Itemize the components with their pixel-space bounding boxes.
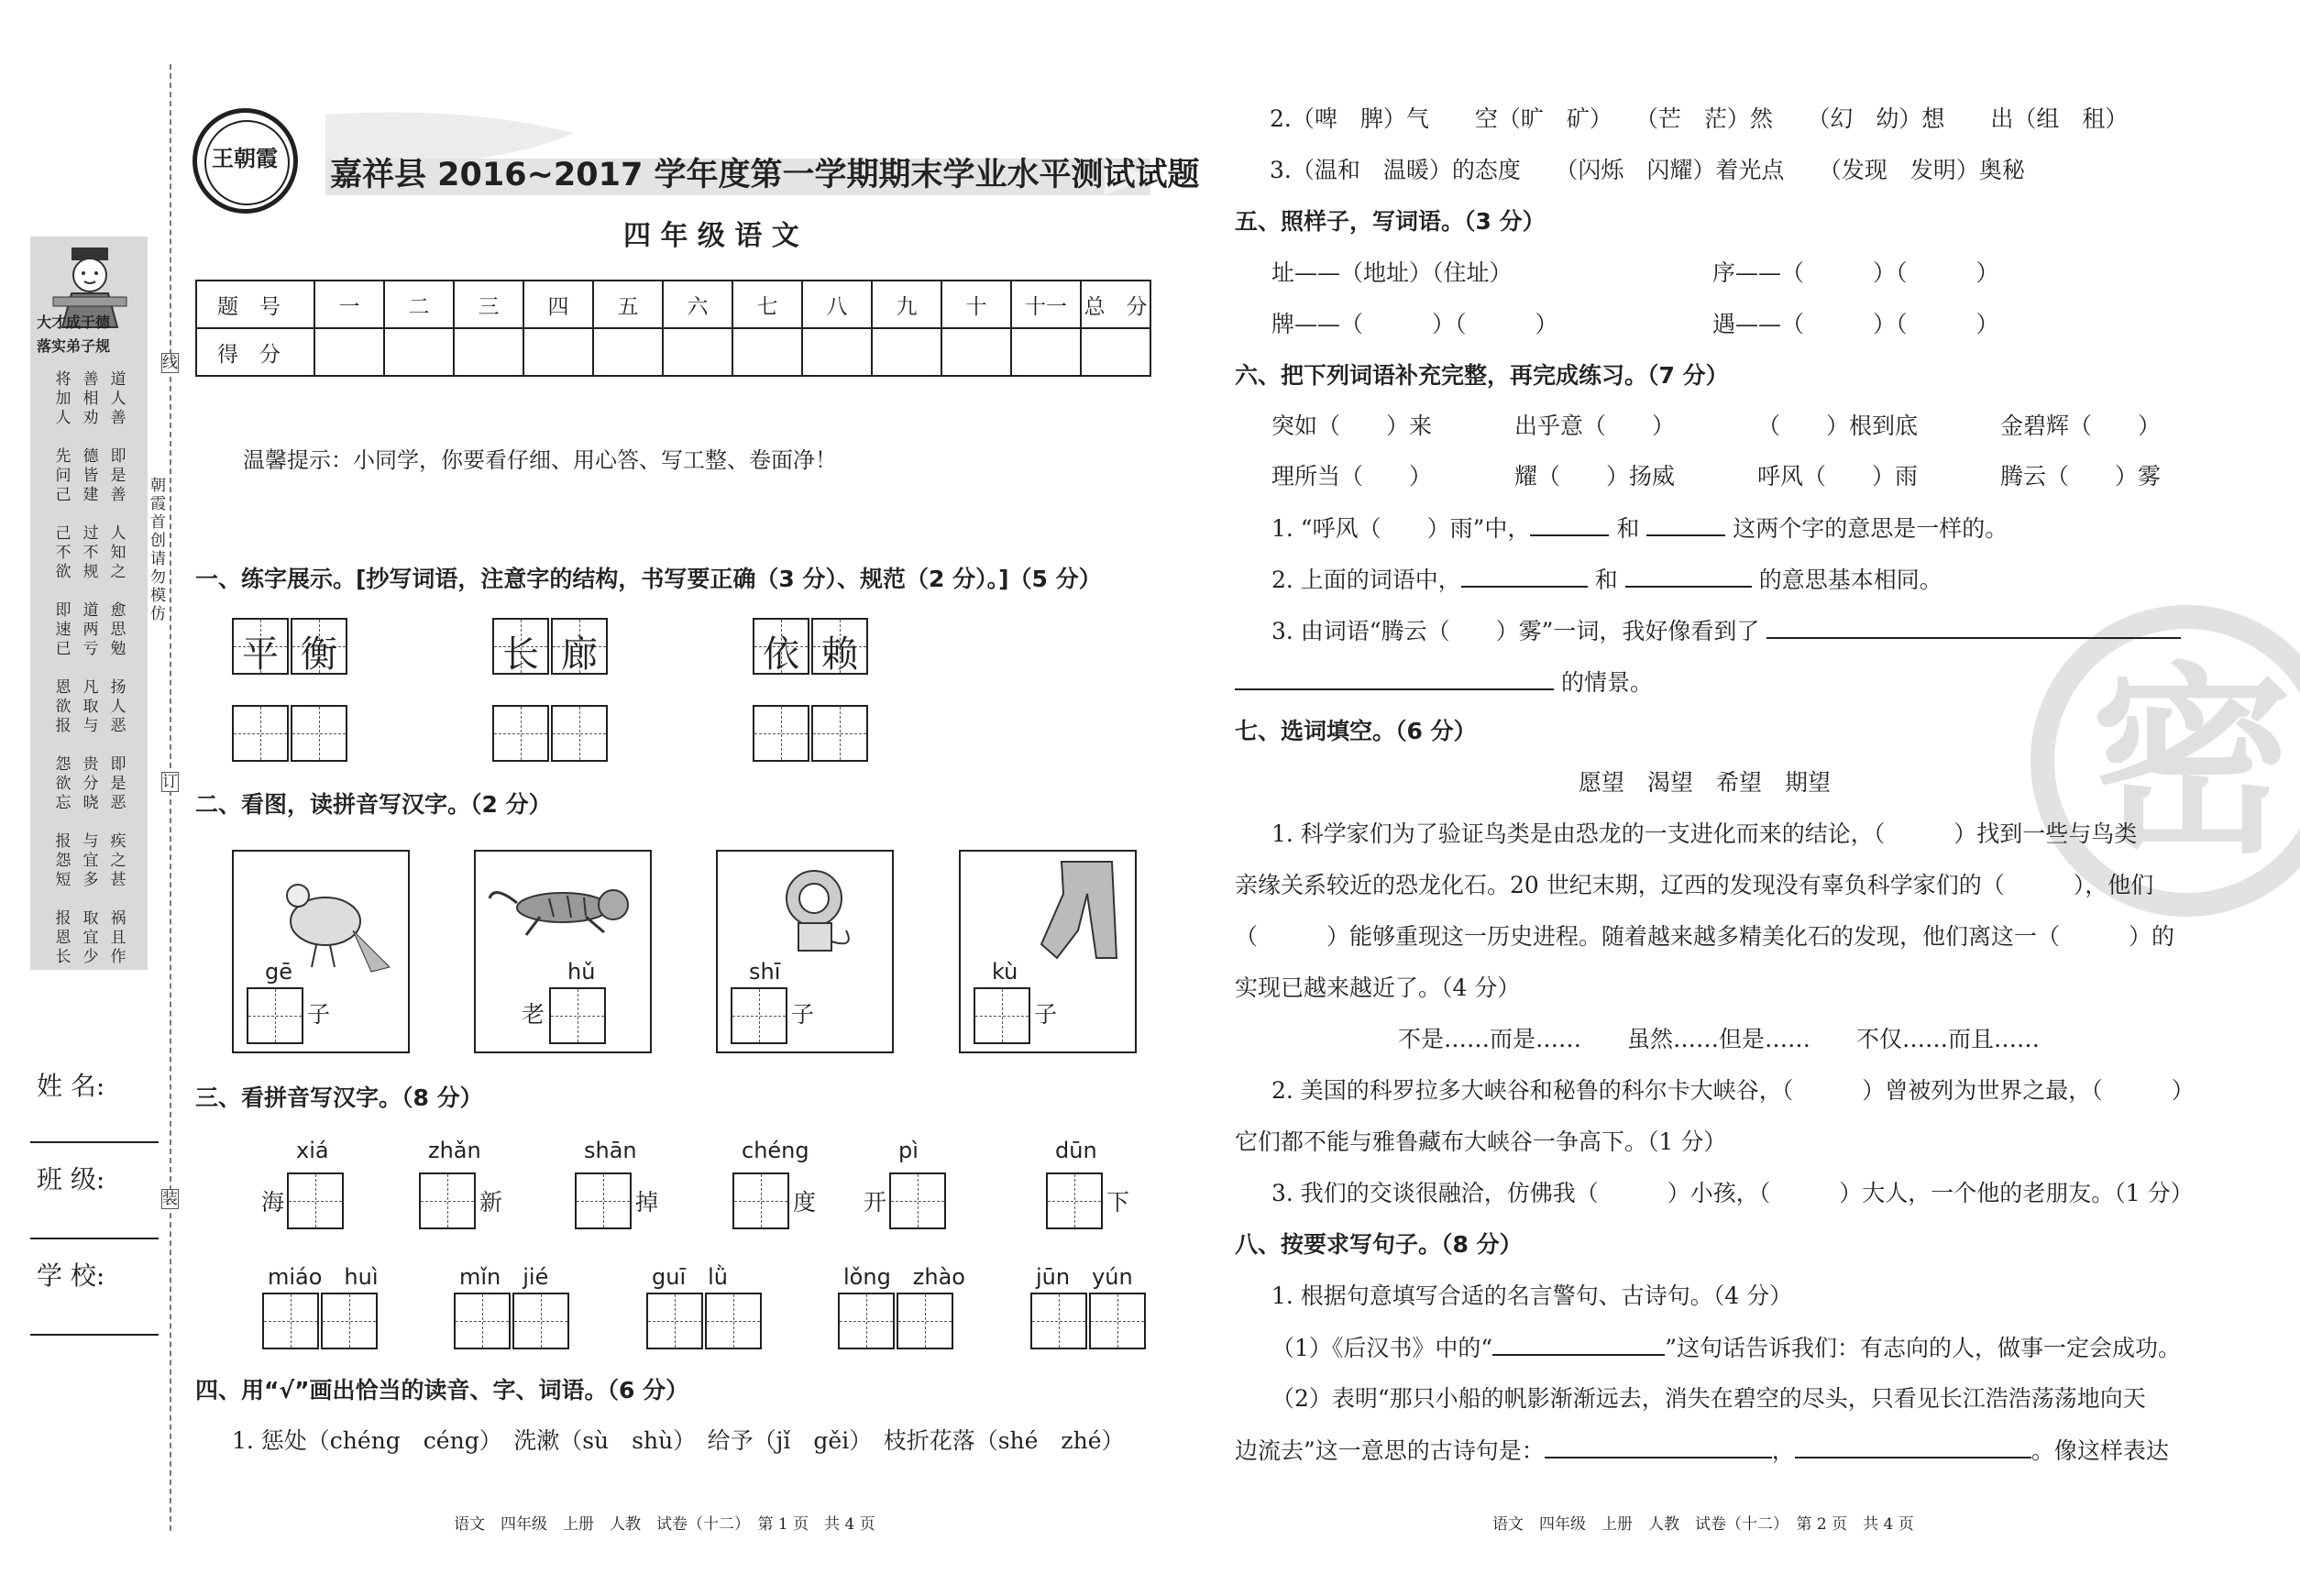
poem-column: 凡取与 [83, 678, 99, 735]
pigeon-image [234, 857, 408, 976]
q6-sub-3-blank-2[interactable] [1235, 668, 1554, 690]
poem-column: 己不欲 [55, 524, 72, 581]
q6-sub-2-blank-1[interactable] [1461, 566, 1588, 588]
copy-char-box[interactable] [291, 705, 347, 762]
q8-sub-1a [1271, 1334, 2181, 1362]
q6-word: 呼风（ ）雨 [1757, 463, 1919, 490]
school-label: 学 校: [37, 1260, 105, 1291]
q6-sub-2 [1271, 566, 1942, 594]
q3-answer-box[interactable] [1046, 1172, 1103, 1229]
q3-pinyin-pair: jūn yún [1036, 1264, 1133, 1290]
brand-logo-text: 王朝霞 [212, 145, 278, 171]
q3-pinyin: chéng [742, 1138, 809, 1163]
q2-suffix-char: 子 [307, 1001, 331, 1028]
q2-picture-card [232, 850, 410, 1053]
q3-answer-box[interactable] [575, 1172, 632, 1229]
score-input-cell[interactable] [732, 328, 802, 376]
score-input-cell[interactable] [454, 328, 523, 376]
q5-heading: 五、照样子，写词语。（3 分） [1235, 208, 1546, 235]
model-char-box [551, 618, 608, 675]
q2-answer-box[interactable] [731, 987, 787, 1044]
q8-sub-1b-line-1: （2）表明“那只小船的帆影渐渐远去，消失在碧空的尽头，只看见长江浩浩荡荡地向天 [1271, 1385, 2146, 1412]
score-table [195, 280, 1151, 377]
tip-text: 温馨提示：小同学，你要看仔细、用心答、写工整、卷面净！ [243, 447, 837, 473]
q3-after-char: 度 [793, 1189, 817, 1216]
q7-p3-line-1: 3. 我们的交谈很融洽，仿佛我（ ）小孩，（ ）大人，一个他的老朋友。（1 分） [1271, 1180, 2194, 1206]
poem-column: 人知之 [110, 524, 127, 581]
model-char-box [291, 618, 347, 675]
q8-sub-1b-text: 边流去”这一意思的古诗句是： [1235, 1437, 1545, 1464]
q2-heading: 二、看图，读拼音写汉字。（2 分） [195, 791, 552, 818]
poem-column: 疾之甚 [110, 832, 127, 889]
q6-sub-1-and: 和 [1616, 515, 1640, 542]
q8-sub-1b-end: 。像这样表达 [2030, 1437, 2169, 1464]
poem-column: 怨欲忘 [55, 755, 72, 812]
q2-pinyin: kù [992, 959, 1018, 985]
q6-word: 出乎意（ ） [1514, 413, 1676, 439]
q3-pinyin-pair: lǒng zhào [843, 1264, 965, 1290]
q3-heading: 三、看拼音写汉字。（8 分） [195, 1084, 483, 1111]
q3-pinyin: dūn [1055, 1138, 1097, 1163]
q7-p1-line-3: （ ）能够重现这一历史进程。随着越来越多精美化石的发现，他们离这一（ ）的 [1235, 923, 2175, 950]
q2-suffix-char: 子 [1034, 1001, 1058, 1028]
q2-suffix-char: 子 [791, 1001, 815, 1028]
class-field[interactable] [30, 1238, 159, 1239]
q3-before-char: 开 [864, 1189, 887, 1216]
q2-pinyin: shī [749, 959, 781, 985]
exam-subtitle: 四 年 级 语 文 [623, 220, 799, 252]
poem-column: 过不规 [83, 524, 99, 581]
copy-char-box[interactable] [753, 705, 809, 762]
q3-after-char: 掉 [635, 1189, 659, 1216]
poem-column: 取宜少 [83, 909, 99, 966]
q3-pinyin-pair: mǐn jié [459, 1264, 549, 1290]
q6-word: 金碧辉（ ） [2000, 413, 2162, 439]
q2-pinyin: gē [265, 959, 292, 985]
q3-answer-box[interactable] [889, 1172, 946, 1229]
poem-column: 与宜多 [83, 832, 99, 889]
score-input-cell[interactable] [872, 328, 941, 376]
model-char: 平 [242, 633, 279, 676]
binding-note: 朝霞首创 请勿模仿 [150, 477, 182, 623]
q6-word: 耀（ ）扬威 [1514, 463, 1676, 490]
poem-column: 报恩长 [55, 909, 72, 966]
copy-char-box[interactable] [811, 705, 868, 762]
score-header-cell: 六 [663, 281, 732, 328]
q5-line-2b: 遇——（ ）（ ） [1712, 311, 1999, 337]
seal-char-3: 装 [162, 1190, 178, 1208]
poem-column: 道人善 [110, 370, 127, 427]
q4-line-3: 3.（温和 温暖）的态度 （闪烁 闪耀）着光点 （发现 发明）奥秘 [1270, 157, 2025, 183]
score-input-cell[interactable] [384, 328, 454, 376]
q3-answer-box[interactable] [512, 1293, 569, 1349]
model-char: 依 [763, 633, 799, 676]
q4-line-2: 2.（啤 脾）气 空（旷 矿） （芒 茫）然 （幻 幼）想 出（组 租） [1270, 105, 2129, 132]
q2-answer-box[interactable] [247, 987, 303, 1044]
poem-column: 愈思勉 [110, 601, 127, 658]
q6-word: 腾云（ ）雾 [2000, 463, 2162, 490]
q7-heading: 七、选词填空。（6 分） [1235, 718, 1477, 744]
q3-pinyin-pair: miáo huì [268, 1264, 379, 1290]
q2-answer-box[interactable] [974, 987, 1030, 1044]
motto-line-1: 大才成于德 [37, 314, 111, 331]
brand-logo [193, 108, 298, 214]
score-header-cell: 七 [732, 281, 802, 328]
q6-sub-1 [1271, 514, 2008, 543]
q4-heading: 四、用“√”画出恰当的读音、字、词语。（6 分） [195, 1377, 689, 1403]
q6-sub-2-and: 和 [1594, 567, 1618, 593]
footer-left: 语文 四年级 上册 人教 试卷（十二） 第 1 页 共 4 页 [454, 1515, 875, 1534]
q6-sub-2-text: 2. 上面的词语中， [1271, 567, 1461, 593]
q7-p1-line-1: 1. 科学家们为了验证鸟类是由恐龙的一支进化而来的结论，（ ）找到一些与鸟类 [1271, 820, 2138, 847]
poem-column: 扬人恶 [110, 678, 127, 735]
score-row-label: 得 分 [196, 328, 314, 376]
q8-sub-1a-end: ”这句话告诉我们：有志向的人，做事一定会成功。 [1665, 1335, 2181, 1361]
q6-word: 理所当（ ） [1271, 463, 1433, 490]
q2-picture-card [959, 850, 1137, 1053]
q6-word: 突如（ ）来 [1271, 413, 1433, 439]
q4-line-1: 1. 惩处（chéng céng） 洗漱（sù shù） 给予（jǐ gěi） 枝折花落（shé zhé） [232, 1427, 1125, 1454]
name-label: 姓 名: [37, 1071, 105, 1101]
score-header-cell: 三 [454, 281, 523, 328]
copy-char-box[interactable] [551, 705, 608, 762]
score-header-cell: 二 [384, 281, 454, 328]
q3-answer-box[interactable] [287, 1172, 344, 1229]
exam-title: 嘉祥县 2016~2017 学年度第一学期期末学业水平测试试题 [330, 157, 1200, 193]
q2-prefix-char: 老 [522, 1001, 545, 1028]
q8-sub-1a-text: （1）《后汉书》中的“ [1271, 1335, 1493, 1361]
score-input-cell[interactable] [663, 328, 732, 376]
q6-sub-3-blank-1[interactable] [1766, 617, 2181, 639]
q7-p2-line-2: 它们都不能与雅鲁藏布大峡谷一争高下。（1 分） [1235, 1128, 1727, 1155]
q8-sub-1: 1. 根据句意填写合适的名言警句、古诗句。（4 分） [1271, 1282, 1793, 1309]
q3-pinyin: xiá [296, 1138, 329, 1163]
q3-answer-box[interactable] [262, 1293, 319, 1349]
q3-answer-box[interactable] [646, 1293, 703, 1349]
q3-answer-box[interactable] [732, 1172, 789, 1229]
q6-sub-2-end: 的意思基本相同。 [1758, 567, 1942, 593]
q6-sub-3 [1271, 617, 2181, 645]
watermark-char: 密 [2091, 643, 2294, 880]
lion-image [718, 857, 892, 976]
score-header-cell: 一 [314, 281, 384, 328]
q8-heading: 八、按要求写句子。（8 分） [1235, 1231, 1523, 1258]
q7-wordbank: 愿望 渴望 希望 期望 [1579, 769, 1832, 796]
poem-column: 恩欲报 [55, 678, 72, 735]
q7-p1-line-2: 亲缘关系较近的恐龙化石。20 世纪末期，辽西的发现没有辜负科学家们的（ ），他们 [1235, 872, 2154, 898]
poem-column: 将加人 [55, 370, 72, 427]
poem-column: 即是恶 [110, 755, 127, 812]
q3-answer-box[interactable] [897, 1293, 953, 1349]
q2-picture-card [716, 850, 894, 1053]
school-field[interactable] [30, 1334, 159, 1336]
score-header-cell: 十 [941, 281, 1011, 328]
poem-column: 道两亏 [83, 601, 99, 658]
score-input-cell[interactable] [1011, 328, 1081, 376]
q7-p2-line-1: 2. 美国的科罗拉多大峡谷和秘鲁的科尔卡大峡谷，（ ）曾被列为世界之最，（ ） [1271, 1077, 2195, 1104]
q7-p1-line-4: 实现已越来越近了。（4 分） [1235, 974, 1521, 1001]
q2-pinyin: hǔ [567, 959, 596, 985]
poem-column: 即是善 [110, 447, 127, 504]
q5-line-1a: 址——（地址）（住址） [1271, 259, 1513, 286]
model-char: 长 [502, 633, 539, 676]
score-header-cell: 五 [593, 281, 663, 328]
q6-sub-3-end: 的情景。 [1560, 669, 1653, 696]
poem-column: 贵分晓 [83, 755, 99, 812]
copy-char-box[interactable] [232, 705, 289, 762]
q2-picture-card [474, 850, 652, 1053]
motto-line-2: 落实弟子规 [37, 337, 111, 355]
q2-answer-box[interactable] [549, 987, 606, 1044]
q3-after-char: 新 [479, 1189, 503, 1216]
score-input-cell[interactable] [941, 328, 1011, 376]
q8-sub-1b-line-2 [1235, 1436, 2169, 1465]
seal-char-2: 订 [162, 773, 178, 791]
q3-before-char: 海 [261, 1189, 285, 1216]
q8-sub-1b-blank-1[interactable] [1545, 1436, 1772, 1458]
score-input-cell[interactable] [523, 328, 593, 376]
score-header-cell: 总 分 [1081, 281, 1150, 328]
q3-after-char: 下 [1106, 1189, 1130, 1216]
score-input-cell[interactable] [802, 328, 872, 376]
score-table-score-row [196, 328, 1150, 376]
poem-column: 即速已 [55, 601, 72, 658]
q3-pinyin-pair: guī lǜ [652, 1264, 728, 1290]
q3-pinyin: shān [584, 1138, 637, 1163]
q6-sub-2-blank-2[interactable] [1625, 566, 1752, 588]
score-input-cell[interactable] [1081, 328, 1150, 376]
score-header-cell: 题 号 [196, 281, 314, 328]
model-char: 廊 [561, 633, 598, 676]
q6-sub-3-cont [1235, 668, 1653, 697]
binding-dashed-line [170, 64, 171, 1531]
q6-sub-1-blank-2[interactable] [1646, 514, 1725, 536]
poem-column: 报怨短 [55, 832, 72, 889]
q3-pinyin: zhǎn [428, 1138, 481, 1163]
score-table-header-row [196, 281, 1150, 328]
model-char-box [753, 618, 809, 675]
q3-answer-box[interactable] [454, 1293, 511, 1349]
model-char-box [811, 618, 868, 675]
q3-answer-box[interactable] [1089, 1293, 1146, 1349]
name-field[interactable] [30, 1141, 159, 1143]
score-input-cell[interactable] [314, 328, 384, 376]
score-input-cell[interactable] [593, 328, 663, 376]
q6-word: （ ）根到底 [1757, 413, 1919, 439]
q3-pinyin: pì [898, 1138, 919, 1163]
score-header-cell: 十一 [1011, 281, 1081, 328]
copy-char-box[interactable] [492, 705, 549, 762]
q6-sub-1-text: 1. “呼风（ ）雨”中， [1271, 515, 1531, 542]
q6-sub-1-end: 这两个字的意思是一样的。 [1733, 515, 2008, 542]
model-char: 赖 [821, 633, 858, 676]
q3-answer-box[interactable] [419, 1172, 476, 1229]
q3-answer-box[interactable] [705, 1293, 762, 1349]
model-char: 衡 [301, 633, 337, 676]
q5-line-2a: 牌——（ ）（ ） [1271, 311, 1558, 337]
watermark-seal [2030, 605, 2300, 917]
score-header-cell: 八 [802, 281, 872, 328]
q3-answer-box[interactable] [838, 1293, 895, 1349]
q1-heading: 一、练字展示。[抄写词语，注意字的结构，书写要正确（3 分）、规范（2 分）。]（5 分） [195, 566, 1102, 592]
model-char-box [232, 618, 289, 675]
trousers-image [961, 857, 1135, 976]
poem-column: 善相劝 [83, 370, 99, 427]
q8-sub-1b-comma: ， [1771, 1437, 1795, 1464]
footer-right: 语文 四年级 上册 人教 试卷（十二） 第 2 页 共 4 页 [1492, 1515, 1914, 1534]
q5-line-1b: 序——（ ）（ ） [1712, 259, 1999, 286]
score-header-cell: 四 [523, 281, 593, 328]
q6-sub-3-text: 3. 由词语“腾云（ ）雾”一词，我好像看到了 [1271, 618, 1760, 644]
tiger-image [476, 857, 650, 976]
q8-sub-1b-blank-2[interactable] [1795, 1436, 2031, 1458]
q6-sub-1-blank-1[interactable] [1530, 514, 1609, 536]
poem-column: 先问己 [55, 447, 72, 504]
q3-answer-box[interactable] [321, 1293, 378, 1349]
class-label: 班 级: [37, 1164, 105, 1194]
q8-sub-1a-blank[interactable] [1492, 1334, 1665, 1356]
q7-wordbank-2: 不是……而是…… 虽然……但是…… 不仅……而且…… [1398, 1026, 2041, 1052]
poem-column: 祸且作 [110, 909, 127, 966]
q6-heading: 六、把下列词语补充完整，再完成练习。（7 分） [1235, 362, 1729, 389]
q3-answer-box[interactable] [1030, 1293, 1087, 1349]
score-header-cell: 九 [872, 281, 941, 328]
model-char-box [492, 618, 549, 675]
poem-column: 德皆建 [83, 447, 99, 504]
seal-char-1: 线 [162, 354, 178, 372]
